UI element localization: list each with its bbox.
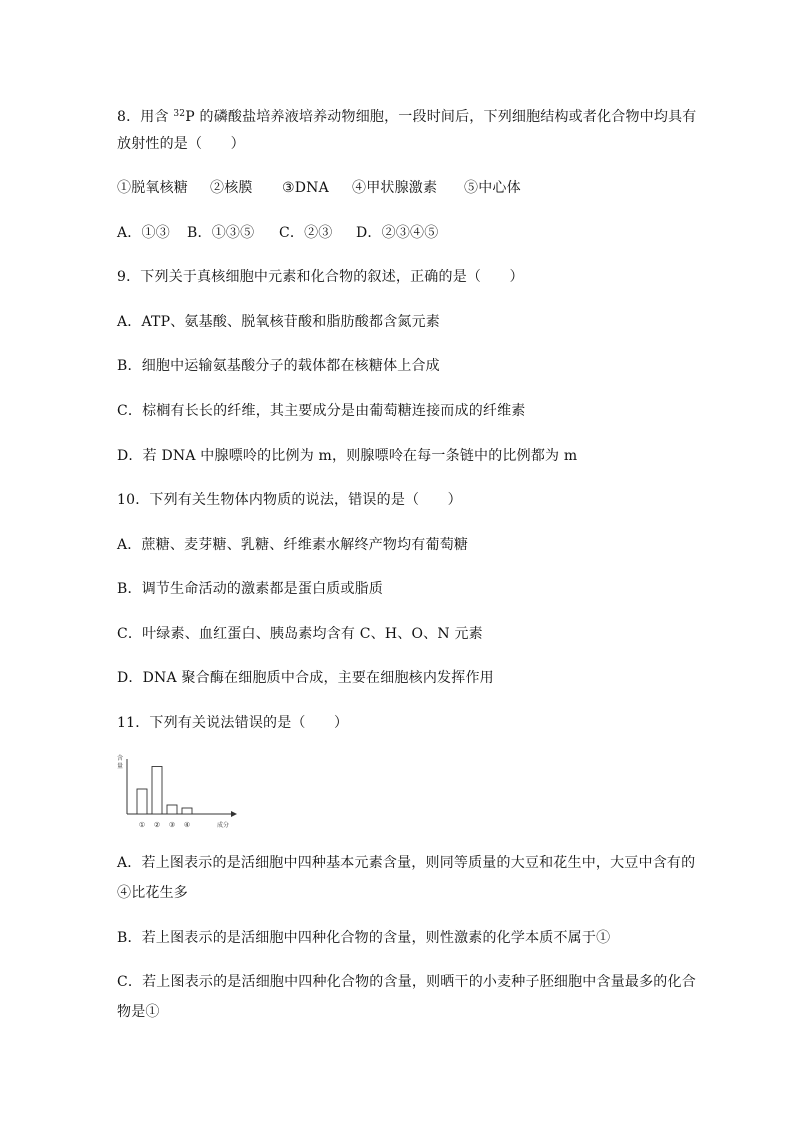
q11-stem: 11．下列有关说法错误的是（ ） (117, 715, 349, 731)
x-axis-label: 成分 (217, 822, 230, 829)
tick-label-2: ② (153, 821, 161, 829)
component-bar-chart (117, 754, 242, 834)
q10-option-d: D．DNA 聚合酶在细胞质中合成，主要在细胞核内发挥作用 (117, 670, 494, 686)
q11-option-c-line1: C．若上图表示的是活细胞中四种化合物的含量，则晒干的小麦种子胚细胞中含量最多的化合 (117, 974, 696, 990)
q8-item-4: ④甲状腺激素 (352, 180, 438, 196)
q9-stem: 9．下列关于真核细胞中元素和化合物的叙述，正确的是（ ） (117, 269, 524, 285)
bar-2 (152, 767, 162, 815)
q11-option-c-line2: 物是① (117, 1004, 160, 1020)
q10-stem: 10．下列有关生物体内物质的说法，错误的是（ ） (117, 492, 462, 508)
q8-stem-line1 (117, 104, 697, 127)
x-axis-arrow (231, 811, 237, 817)
q8-options (117, 223, 438, 243)
q8-option-d: D．②③④⑤ (356, 225, 439, 241)
q11-option-a-line1: A．若上图表示的是活细胞中四种基本元素含量，则同等质量的大豆和花生中，大豆中含有的 (117, 855, 696, 871)
bar-1 (137, 789, 147, 814)
q9-option-d: D．若 DNA 中腺嘌呤的比例为 m，则腺嘌呤在每一条链中的比例都为 m (117, 448, 578, 464)
q8-item-1: ①脱氧核糖 (117, 180, 188, 196)
q8-stem-line2: 放射性的是（ ） (117, 136, 245, 152)
q8-stem-pre: 8．用含 (117, 109, 174, 125)
q8-option-c: C．②③ (279, 225, 333, 241)
tick-label-3: ③ (168, 821, 176, 829)
q11-option-a-line2: ④比花生多 (117, 885, 188, 901)
q11-option-b: B．若上图表示的是活细胞中四种化合物的含量，则性激素的化学本质不属于① (117, 930, 611, 946)
q8-item-2: ②核膜 (210, 180, 253, 196)
q8-isotope-superscript: 32 (173, 109, 186, 119)
q9-option-a: A．ATP、氨基酸、脱氧核苷酸和脂肪酸都含氮元素 (117, 314, 441, 330)
tick-label-4: ④ (183, 821, 191, 829)
y-axis-label-char-1: 含 (117, 755, 124, 762)
q8-item-5: ⑤中心体 (464, 180, 521, 196)
q9-option-b: B．细胞中运输氨基酸分子的载体都在核糖体上合成 (117, 358, 440, 374)
bar-4 (182, 808, 192, 814)
q10-option-a: A．蔗糖、麦芽糖、乳糖、纤维素水解终产物均有葡萄糖 (117, 537, 469, 553)
q10-option-c: C．叶绿素、血红蛋白、胰岛素均含有 C、H、O、N 元素 (117, 626, 483, 642)
q9-option-c: C．棕榈有长长的纤维，其主要成分是由葡萄糖连接而成的纤维素 (117, 403, 526, 419)
tick-label-1: ① (138, 821, 146, 829)
q8-option-b: B．①③⑤ (187, 225, 255, 241)
bar-3 (167, 805, 177, 814)
q10-option-b: B．调节生命活动的激素都是蛋白质或脂质 (117, 581, 384, 597)
q8-stem-post: P 的磷酸盐培养液培养动物细胞，一段时间后，下列细胞结构或者化合物中均具有 (185, 109, 697, 125)
q8-option-a: A．①③ (117, 225, 170, 241)
q8-item-3: ③DNA (282, 180, 329, 196)
q8-items (117, 178, 521, 198)
y-axis-label-char-2: 量 (117, 763, 124, 770)
